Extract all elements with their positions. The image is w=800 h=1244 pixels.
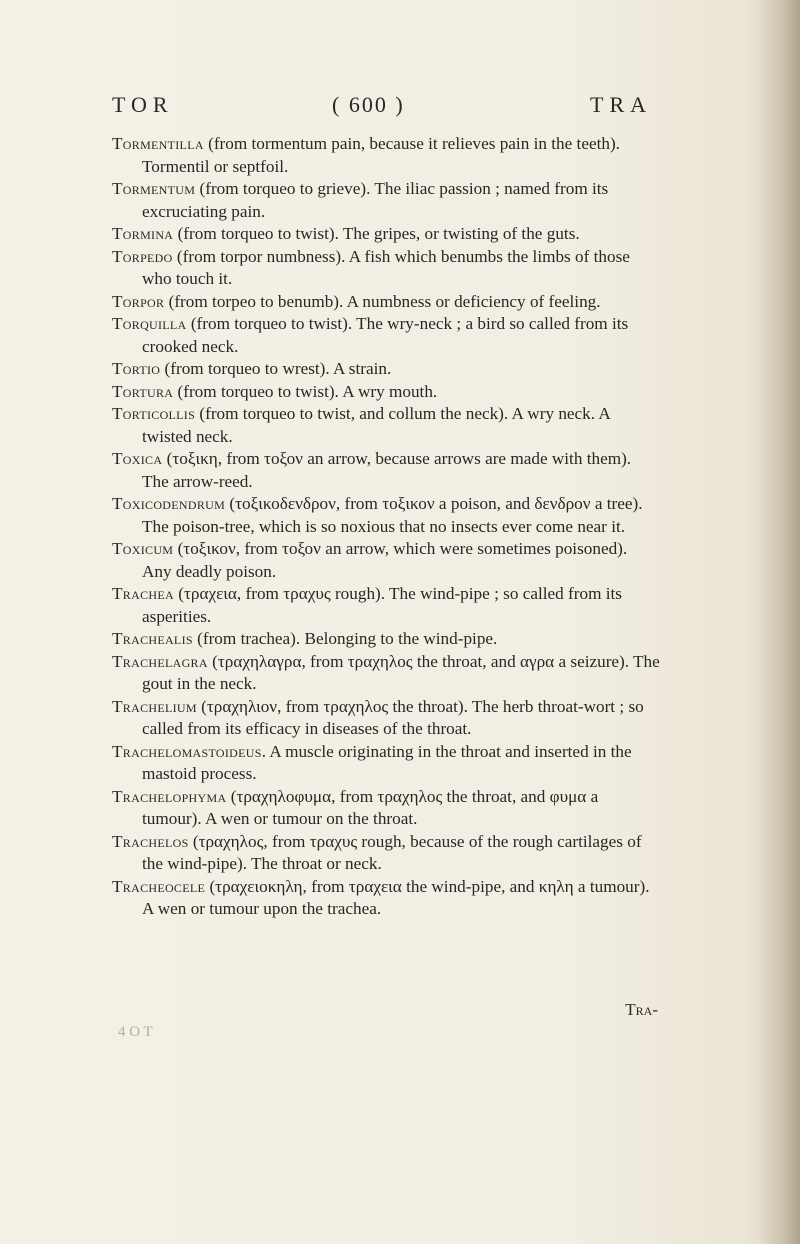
- dictionary-entry: [112, 381, 660, 404]
- signature-mark: 4 O T: [118, 1024, 153, 1040]
- entry-headword: Tortura: [112, 381, 174, 401]
- entry-definition: (from torqueo to grieve). The iliac passion ; named from its excruciating pain.: [142, 179, 609, 221]
- entry-headword: Trachealis: [112, 629, 193, 648]
- entry-definition: (from torqueo to twist). A wry mouth.: [173, 381, 438, 401]
- dictionary-entry: [112, 831, 660, 876]
- entry-headword: Toxicodendrum: [112, 494, 226, 513]
- entry-headword: Torquilla: [112, 314, 187, 333]
- entry-headword: Trachelomastoideus: [112, 741, 262, 761]
- entry-definition: (τραχηλιον, from τραχηλος the throat). The herb throat-wort ; so called from its efficacy in diseases of the throat.: [142, 696, 644, 738]
- entry-definition: (τραχεια, from τραχυς rough). The wind-pipe ; so called from its asperities.: [142, 584, 622, 626]
- entry-headword: Torpor: [112, 291, 165, 311]
- entry-definition: (from torqueo to wrest). A strain.: [160, 359, 392, 378]
- entry-definition: (from tormentum pain, because it relieves pain in the teeth). Tormentil or septfoil.: [142, 134, 620, 176]
- entry-headword: Trachelium: [112, 696, 197, 716]
- dictionary-entry: [112, 628, 660, 651]
- dictionary-entry: [112, 696, 660, 741]
- dictionary-entry: [112, 223, 660, 246]
- entry-definition: (from trachea). Belonging to the wind-pipe.: [192, 629, 498, 648]
- header-right: TRA: [590, 92, 652, 117]
- entry-definition: (from torpeo to benumb). A numbness or deficiency of feeling.: [164, 291, 601, 311]
- dictionary-entry: [112, 358, 660, 381]
- dictionary-entry: [112, 403, 660, 448]
- dictionary-entry: [112, 178, 660, 223]
- entry-headword: Tormentum: [112, 179, 196, 198]
- entry-headword: Tracheocele: [112, 876, 206, 896]
- entry-definition: (τραχηλαγρα, from τραχηλος the throat, and αγρα a seizure). The gout in the neck.: [142, 651, 660, 693]
- dictionary-entry: [112, 583, 660, 628]
- entry-definition: (from torqueo to twist). The gripes, or twisting of the guts.: [173, 224, 580, 243]
- page-gutter-shadow: [758, 0, 800, 1244]
- catchword: Tra-: [625, 1000, 658, 1019]
- entry-headword: Torticollis: [112, 404, 196, 423]
- entry-headword: Trachelophyma: [112, 786, 227, 806]
- dictionary-entry: [112, 133, 660, 178]
- entry-definition: . A muscle originating in the throat and inserted in the mastoid process.: [142, 741, 632, 783]
- entry-headword: Tortio: [112, 359, 161, 378]
- entry-definition: (from torqueo to twist). The wry-neck ; a bird so called from its crooked neck.: [142, 314, 629, 356]
- entry-definition: (τοξικοδενδρον, from τοξικον a poison, and δενδρον a tree). The poison-tree, which is so noxious that no insects ever come near it.: [142, 494, 643, 536]
- dictionary-entry: [112, 786, 660, 831]
- entry-headword: Trachea: [112, 584, 174, 603]
- entry-headword: Torpedo: [112, 246, 173, 266]
- dictionary-entry: [112, 876, 660, 921]
- entry-definition: (τραχηλοφυμα, from τραχηλος the throat, and φυμα a tumour). A wen or tumour on the throat.: [142, 786, 599, 828]
- dictionary-entry: [112, 741, 660, 786]
- entry-headword: Trachelagra: [112, 651, 208, 671]
- entry-headword: Tormentilla: [112, 134, 204, 153]
- dictionary-entry: [112, 538, 660, 583]
- entry-definition: (τραχηλος, from τραχυς rough, because of the rough cartilages of the wind-pipe). The throat or neck.: [142, 831, 642, 873]
- entry-headword: Trachelos: [112, 831, 189, 851]
- dictionary-entries: [112, 133, 660, 921]
- entry-headword: Toxica: [112, 449, 163, 468]
- dictionary-entry: [112, 651, 660, 696]
- dictionary-entry: [112, 448, 660, 493]
- page-number: ( 600 ): [332, 92, 405, 117]
- entry-definition: (τοξικον, from τοξον an arrow, which were sometimes poisoned). Any deadly poison.: [142, 539, 628, 581]
- dictionary-entry: [112, 246, 660, 291]
- entry-definition: (τραχειοκηλη, from τραχεια the wind-pipe, and κηλη a tumour). A wen or tumour upon the trachea.: [142, 876, 650, 918]
- header-left: TOR: [112, 92, 174, 117]
- entry-headword: Toxicum: [112, 539, 174, 558]
- entry-definition: (from torqueo to twist, and collum the neck). A wry neck. A twisted neck.: [142, 404, 610, 446]
- dictionary-entry: [112, 493, 660, 538]
- entry-definition: (τοξικη, from τοξον an arrow, because arrows are made with them). The arrow-reed.: [142, 449, 632, 491]
- dictionary-entry: [112, 291, 660, 314]
- dictionary-entry: [112, 313, 660, 358]
- entry-headword: Tormina: [112, 224, 174, 243]
- running-header: [112, 92, 652, 122]
- entry-definition: (from torpor numbness). A fish which benumbs the limbs of those who touch it.: [142, 246, 630, 288]
